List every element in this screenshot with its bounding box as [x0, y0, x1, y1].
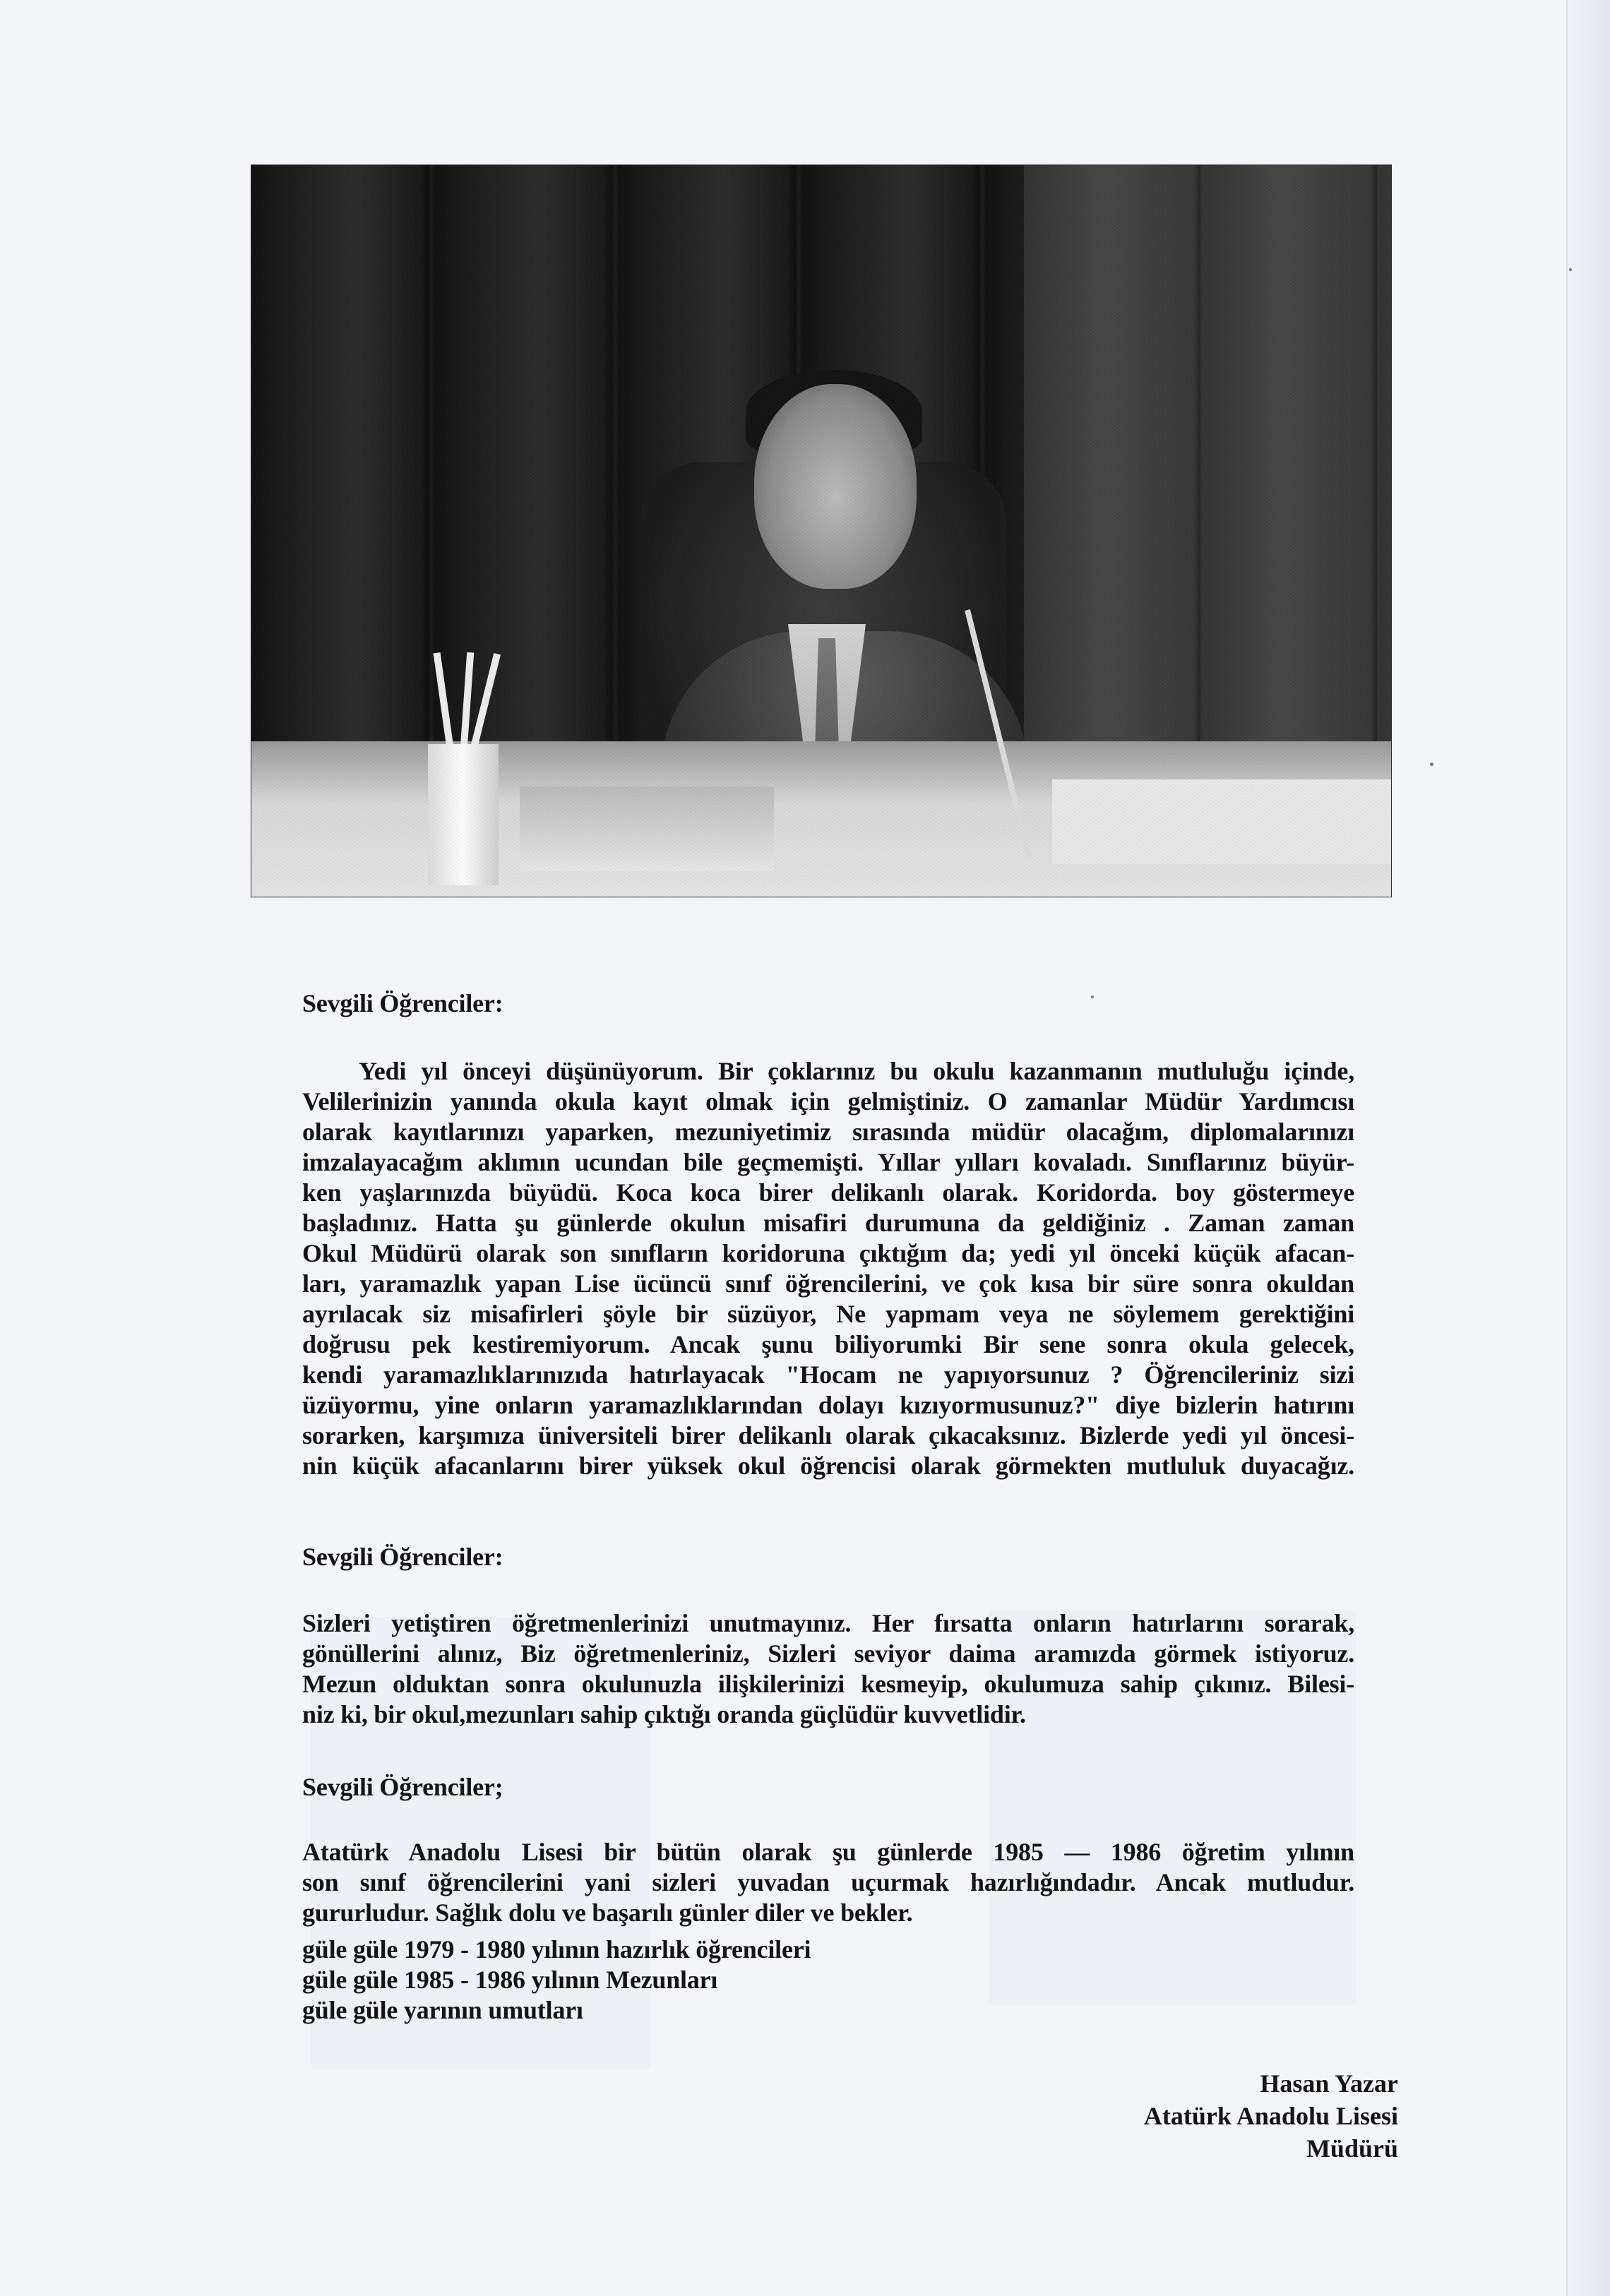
- signatory-institution: Atatürk Anadolu Lisesi: [1143, 2102, 1398, 2130]
- text-line: nin küçük afacanlarını birer yüksek okul öğrencisi olarak görmekten mutluluk duyacağız.: [302, 1452, 1354, 1480]
- text-line: sorarken, karşımıza üniversiteli birer delikanlı olarak çıkacaksınız. Bizlerde yedi yıl öncesi-: [302, 1421, 1354, 1449]
- text-line: kendi yaramazlıklarınızıda hatırlayacak "Hocam ne yapıyorsunuz ? Öğrencileriniz sizi: [302, 1361, 1354, 1389]
- paragraph: [302, 1837, 1354, 1928]
- farewell-line: güle güle 1985 - 1986 yılının Mezunları: [302, 1966, 718, 1994]
- text-line: ları, yaramazlık yapan Lise ücüncü sınıf öğrencilerini, ve çok kısa bir süre sonra okuldan: [302, 1269, 1354, 1298]
- text-line: Mezun olduktan sonra okulunuzla ilişkilerinizi kesmeyip, okulumuza sahip çıkınız. Bilesi-: [302, 1670, 1354, 1698]
- text-line: üzüyormu, yine onların yaramazlıklarından dolayı kızıyormusunuz?" diye bizlerin hatırını: [302, 1391, 1354, 1419]
- text-line: başladınız. Hatta şu günlerde okulun misafiri durumuna da geldiğiniz . Zaman zaman: [302, 1209, 1354, 1237]
- scan-speck: [1091, 995, 1094, 998]
- text-line: gönüllerini alınız, Biz öğretmenleriniz, Sizleri seviyor daima aramızda görmek istiyoruz.: [302, 1639, 1354, 1668]
- text-line: son sınıf öğrencilerini yani sizleri yuvadan uçurmak hazırlığındadır. Ancak mutludur.: [302, 1868, 1354, 1896]
- signatory-title: Müdürü: [1306, 2134, 1398, 2163]
- salutation: Sevgili Öğrenciler:: [302, 989, 503, 1017]
- text-line: Sizleri yetiştiren öğretmenlerinizi unutmayınız. Her fırsatta onların hatırlarını sorarak,: [302, 1609, 1354, 1637]
- text-line: Velilerinizin yanında okula kayıt olmak için gelmiştiniz. O zamanlar Müdür Yardımcısı: [302, 1087, 1354, 1116]
- paragraph: [302, 1056, 1354, 1481]
- text-line: ken yaşlarınızda büyüdü. Koca koca birer delikanlı olarak. Koridorda. boy göstermeye: [302, 1178, 1354, 1207]
- page-edge: [1566, 0, 1610, 2296]
- farewell-line: güle güle 1979 - 1980 yılının hazırlık öğrencileri: [302, 1935, 811, 1963]
- text-line: Atatürk Anadolu Lisesi bir bütün olarak şu günlerde 1985 — 1986 öğretim yılının: [302, 1838, 1354, 1866]
- principal-photo: [251, 165, 1391, 897]
- farewell-line: güle güle yarının umutları: [302, 1996, 583, 2024]
- text-line: Yedi yıl önceyi düşünüyorum. Bir çoklarınız bu okulu kazanmanın mutluluğu içinde,: [359, 1057, 1354, 1085]
- text-line: imzalayacağım aklımın ucundan bile geçmemişti. Yıllar yılları kovaladı. Sınıflarınız büyür-: [302, 1148, 1354, 1176]
- signatory-name: Hasan Yazar: [1260, 2069, 1398, 2098]
- halftone-grain: [251, 165, 1391, 897]
- salutation: Sevgili Öğrenciler:: [302, 1543, 503, 1571]
- signature-block: [974, 2067, 1398, 2165]
- salutation: Sevgili Öğrenciler;: [302, 1773, 503, 1801]
- scan-speck: [1430, 763, 1433, 766]
- scan-speck: [1569, 268, 1572, 271]
- text-line: gururludur. Sağlık dolu ve başarılı günler diler ve bekler.: [302, 1899, 913, 1927]
- paragraph: [302, 1608, 1354, 1730]
- text-line: Okul Müdürü olarak son sınıfların koridoruna çıktığım da; yedi yıl önceki küçük afacan-: [302, 1239, 1354, 1267]
- text-line: doğrusu pek kestiremiyorum. Ancak şunu biliyorumki Bir sene sonra okula gelecek,: [302, 1330, 1354, 1358]
- farewell-lines: [302, 1935, 811, 2026]
- text-line: ayrılacak siz misafirleri şöyle bir süzüyor, Ne yapmam veya ne söylemem gerektiğini: [302, 1300, 1354, 1328]
- text-line: olarak kayıtlarınızı yaparken, mezuniyetimiz sırasında müdür olacağım, diplomalarınızı: [302, 1118, 1354, 1146]
- text-line: niz ki, bir okul,mezunları sahip çıktığı oranda güçlüdür kuvvetlidir.: [302, 1700, 1026, 1728]
